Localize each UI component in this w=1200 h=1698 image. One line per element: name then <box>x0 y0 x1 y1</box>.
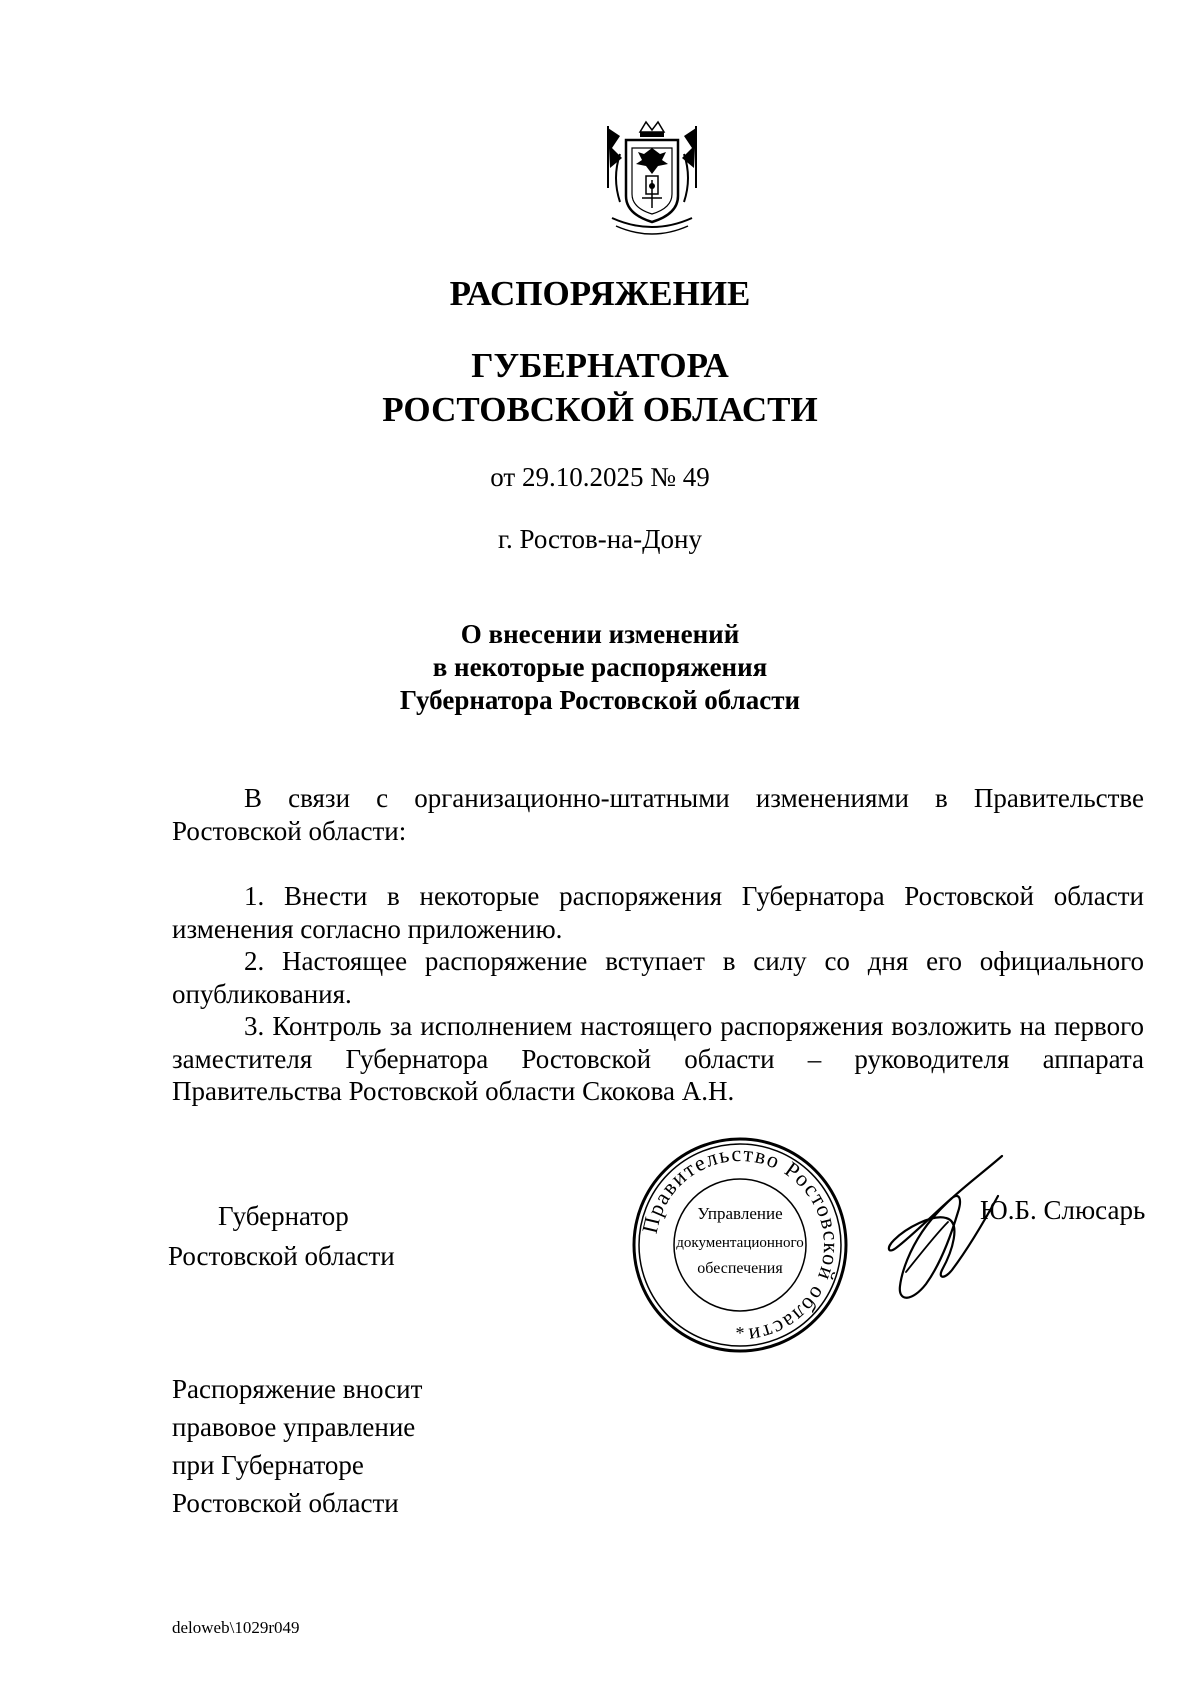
stamp-ring-text: Правительство Ростовской области <box>636 1140 845 1349</box>
issuer-line-2: РОСТОВСКОЙ ОБЛАСТИ <box>382 390 818 429</box>
document-place: г. Ростов-на-Дону <box>497 524 702 554</box>
signer-name: Ю.Б. Слюсарь <box>980 1195 1146 1225</box>
stamp-center-line-3: обеспечения <box>697 1260 783 1277</box>
signer-position-line-2: Ростовской области <box>168 1241 395 1271</box>
official-seal-icon <box>630 1135 850 1355</box>
stamp-center-line-2: документационного <box>676 1235 804 1251</box>
stamp-center-line-1: Управление <box>697 1204 783 1223</box>
subject-line-2: в некоторые распоряжения <box>432 652 768 682</box>
issuer-line-1: ГУБЕРНАТОРА <box>471 346 729 385</box>
coat-of-arms-icon <box>598 118 706 240</box>
document-date-number: от 29.10.2025 № 49 <box>490 462 710 492</box>
footer-line-1: Распоряжение вносит <box>172 1374 423 1404</box>
item-paragraph-2 <box>172 945 1144 1010</box>
subject-line-3: Губернатора Ростовской области <box>399 685 801 715</box>
footer-line-2: правовое управление <box>172 1412 416 1442</box>
footer-line-3: при Губернаторе <box>172 1450 364 1480</box>
signer-position-line-1: Губернатор <box>218 1201 349 1231</box>
item-text: 1. Внести в некоторые распоряжения Губернатора Ростовской области изменения согласно приложению. <box>172 881 1144 944</box>
handwritten-signature-icon <box>882 1152 1022 1312</box>
stamp-star: * <box>735 1323 745 1343</box>
file-reference: deloweb\1029r049 <box>172 1618 300 1637</box>
item-text: 3. Контроль за исполнением настоящего распоряжения возложить на первого заместителя Губернатора Ростовской области – руководителя аппарата Правительства Ростовской области Скокова А.Н. <box>172 1011 1144 1106</box>
item-paragraph-3 <box>172 1010 1144 1108</box>
footer-line-4: Ростовской области <box>172 1488 399 1518</box>
preamble-paragraph <box>172 782 1144 847</box>
preamble-text: В связи с организационно-штатными изменениями в Правительстве Ростовской области: <box>172 783 1144 846</box>
item-text: 2. Настоящее распоряжение вступает в силу со дня его официального опубликования. <box>172 946 1144 1009</box>
item-paragraph-1 <box>172 880 1144 945</box>
subject-line-1: О внесении изменений <box>460 619 740 649</box>
document-type-title: РАСПОРЯЖЕНИЕ <box>449 274 751 313</box>
